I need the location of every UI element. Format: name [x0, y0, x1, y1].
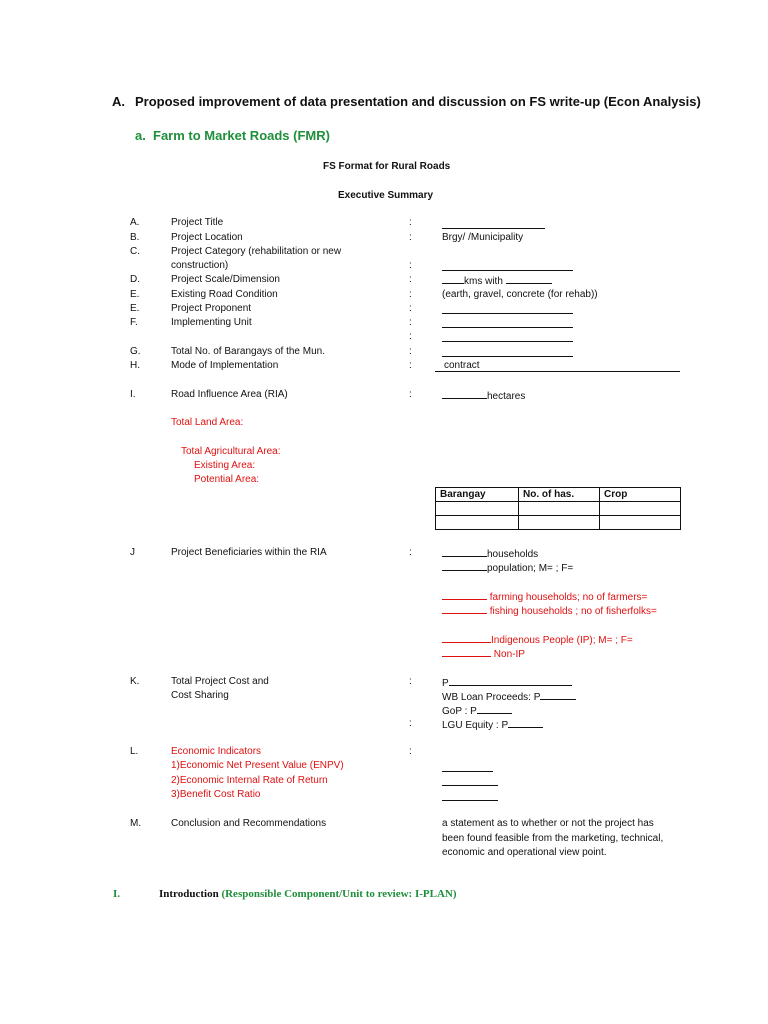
- bcr-blank: [442, 800, 498, 801]
- table-row: [436, 516, 681, 530]
- item-c-colon: :: [409, 260, 412, 271]
- item-b-letter: B.: [130, 232, 140, 243]
- item-c-label-line2: construction): [171, 260, 229, 271]
- table-cell: [600, 516, 681, 530]
- total-cost-prefix: P: [442, 678, 449, 689]
- item-k-label-line2: Cost Sharing: [171, 690, 229, 701]
- item-a-colon: :: [409, 217, 412, 228]
- lgu-label: LGU Equity : P: [442, 720, 509, 731]
- crop-table-header: [436, 488, 681, 502]
- wb-loan-label: WB Loan Proceeds: P: [442, 692, 541, 703]
- item-i-colon: :: [409, 389, 412, 400]
- item-e-value: (earth, gravel, concrete (for rehab)): [442, 289, 598, 300]
- item-e2-letter: E.: [130, 303, 140, 314]
- households-blank: [442, 547, 487, 557]
- item-m-letter: M.: [130, 818, 142, 829]
- table-cell: [519, 516, 600, 530]
- item-l-colon: :: [409, 746, 412, 757]
- item-extra-colon: :: [409, 331, 412, 342]
- table-cell: [436, 516, 519, 530]
- total-cost-blank: [449, 676, 572, 686]
- total-land-area: Total Land Area:: [171, 417, 244, 428]
- item-j-nonip: [442, 647, 525, 660]
- item-b-label: Project Location: [171, 232, 243, 243]
- nonip-label: Non-IP: [493, 649, 525, 660]
- crop-header-barangay: Barangay: [436, 488, 519, 502]
- item-l-enpv: 1)Economic Net Present Value (ENPV): [171, 760, 344, 771]
- item-k-label-line1: Total Project Cost and: [171, 676, 269, 687]
- item-d-value: [442, 274, 552, 287]
- item-g-label: Total No. of Barangays of the Mun.: [171, 346, 325, 357]
- item-d-value-text: kms with: [464, 276, 503, 287]
- item-h-value: contract: [444, 360, 480, 371]
- item-e-label: Existing Road Condition: [171, 289, 278, 300]
- item-f-blank: [442, 327, 573, 328]
- item-k-letter: K.: [130, 676, 140, 687]
- item-a-label: Project Title: [171, 217, 224, 228]
- item-k-total: [442, 676, 572, 689]
- farming-label: farming households; no of farmers=: [489, 592, 648, 603]
- item-f-letter: F.: [130, 317, 138, 328]
- potential-area: Potential Area:: [194, 474, 260, 485]
- item-i-label: Road Influence Area (RIA): [171, 389, 288, 400]
- item-j-population: [442, 561, 573, 574]
- fishing-blank: [442, 604, 487, 614]
- section-a-marker: A.: [112, 94, 125, 109]
- population-label: population; M= ; F=: [487, 563, 574, 574]
- item-m-line3: economic and operational view point.: [442, 847, 607, 858]
- item-e2-colon: :: [409, 303, 412, 314]
- item-f-label: Implementing Unit: [171, 317, 252, 328]
- item-i-blank: [442, 389, 487, 399]
- existing-area: Existing Area:: [194, 460, 256, 471]
- population-blank: [442, 561, 487, 571]
- item-h-label: Mode of Implementation: [171, 360, 279, 371]
- item-g-blank: [442, 356, 573, 357]
- ip-blank: [442, 633, 491, 643]
- item-j-label: Project Beneficiaries within the RIA: [171, 547, 327, 558]
- total-agricultural-area: Total Agricultural Area:: [181, 446, 281, 457]
- item-d-blank-2: [506, 274, 552, 284]
- table-cell: [519, 502, 600, 516]
- item-i-value: [442, 389, 525, 402]
- item-h-colon: :: [409, 360, 412, 371]
- item-d-blank-1: [442, 274, 464, 284]
- item-i-letter: I.: [130, 389, 136, 400]
- item-h-letter: H.: [130, 360, 140, 371]
- item-g-colon: :: [409, 346, 412, 357]
- item-l-bcr: 3)Benefit Cost Ratio: [171, 789, 261, 800]
- item-j-letter: J: [130, 547, 135, 558]
- farming-blank: [442, 590, 487, 600]
- subsection-title: Farm to Market Roads (FMR): [153, 128, 330, 143]
- item-k-colon: :: [409, 676, 412, 687]
- enpv-blank: [442, 771, 493, 772]
- item-b-colon: :: [409, 232, 412, 243]
- section-a-title: Proposed improvement of data presentation and discussion on FS write-up (Econ Analysis): [135, 94, 701, 109]
- item-c-letter: C.: [130, 246, 140, 257]
- item-e2-label: Project Proponent: [171, 303, 252, 314]
- item-e2-blank: [442, 313, 573, 314]
- item-d-letter: D.: [130, 274, 140, 285]
- item-c-blank: [442, 270, 573, 271]
- item-a-letter: A.: [130, 217, 140, 228]
- crop-header-crop: Crop: [600, 488, 681, 502]
- gop-label: GoP : P: [442, 706, 477, 717]
- item-l-eirr: 2)Economic Internal Rate of Return: [171, 775, 328, 786]
- item-d-colon: :: [409, 274, 412, 285]
- item-e-colon: :: [409, 289, 412, 300]
- item-extra-blank: [442, 341, 573, 342]
- gop-blank: [477, 704, 512, 714]
- crop-table: [435, 487, 681, 530]
- item-m-line1: a statement as to whether or not the project has: [442, 818, 654, 829]
- item-c-label-line1: Project Category (rehabilitation or new: [171, 246, 342, 257]
- item-k-lgu: [442, 718, 543, 731]
- intro-note: (Responsible Component/Unit to review: I-PLAN): [221, 888, 457, 900]
- table-cell: [600, 502, 681, 516]
- item-g-letter: G.: [130, 346, 141, 357]
- intro-numeral: I.: [113, 888, 121, 900]
- table-row: [436, 502, 681, 516]
- crop-header-hectares: No. of has.: [519, 488, 600, 502]
- item-b-value: Brgy/ /Municipality: [442, 232, 524, 243]
- wb-loan-blank: [540, 690, 576, 700]
- subsection-marker: a.: [135, 128, 146, 143]
- intro-title: Introduction: [159, 888, 219, 900]
- format-title: FS Format for Rural Roads: [323, 161, 451, 172]
- item-k-gop: [442, 704, 512, 717]
- item-l-letter: L.: [130, 746, 139, 757]
- item-l-label: Economic Indicators: [171, 746, 262, 757]
- lgu-blank: [508, 718, 543, 728]
- item-j-fishing: [442, 604, 657, 617]
- households-label: households: [487, 549, 539, 560]
- item-i-value-text: hectares: [487, 391, 526, 402]
- intro-line: [159, 888, 457, 900]
- item-a-blank: [442, 228, 545, 229]
- item-e-letter: E.: [130, 289, 140, 300]
- item-d-label: Project Scale/Dimension: [171, 274, 280, 285]
- ip-label: Indigenous People (IP); M= ; F=: [491, 635, 633, 646]
- item-j-colon: :: [409, 547, 412, 558]
- nonip-blank: [442, 647, 491, 657]
- fishing-label: fishing households ; no of fisherfolks=: [489, 606, 657, 617]
- item-j-ip: [442, 633, 633, 646]
- item-m-label: Conclusion and Recommendations: [171, 818, 327, 829]
- item-j-farming: [442, 590, 647, 603]
- summary-title: Executive Summary: [338, 190, 434, 201]
- item-m-line2: been found feasible from the marketing, technical,: [442, 833, 664, 844]
- item-j-households: [442, 547, 538, 560]
- table-cell: [436, 502, 519, 516]
- eirr-blank: [442, 785, 498, 786]
- item-f-colon: :: [409, 317, 412, 328]
- item-k-colon2: :: [409, 718, 412, 729]
- item-k-wb: [442, 690, 576, 703]
- item-h-blank: [435, 371, 680, 372]
